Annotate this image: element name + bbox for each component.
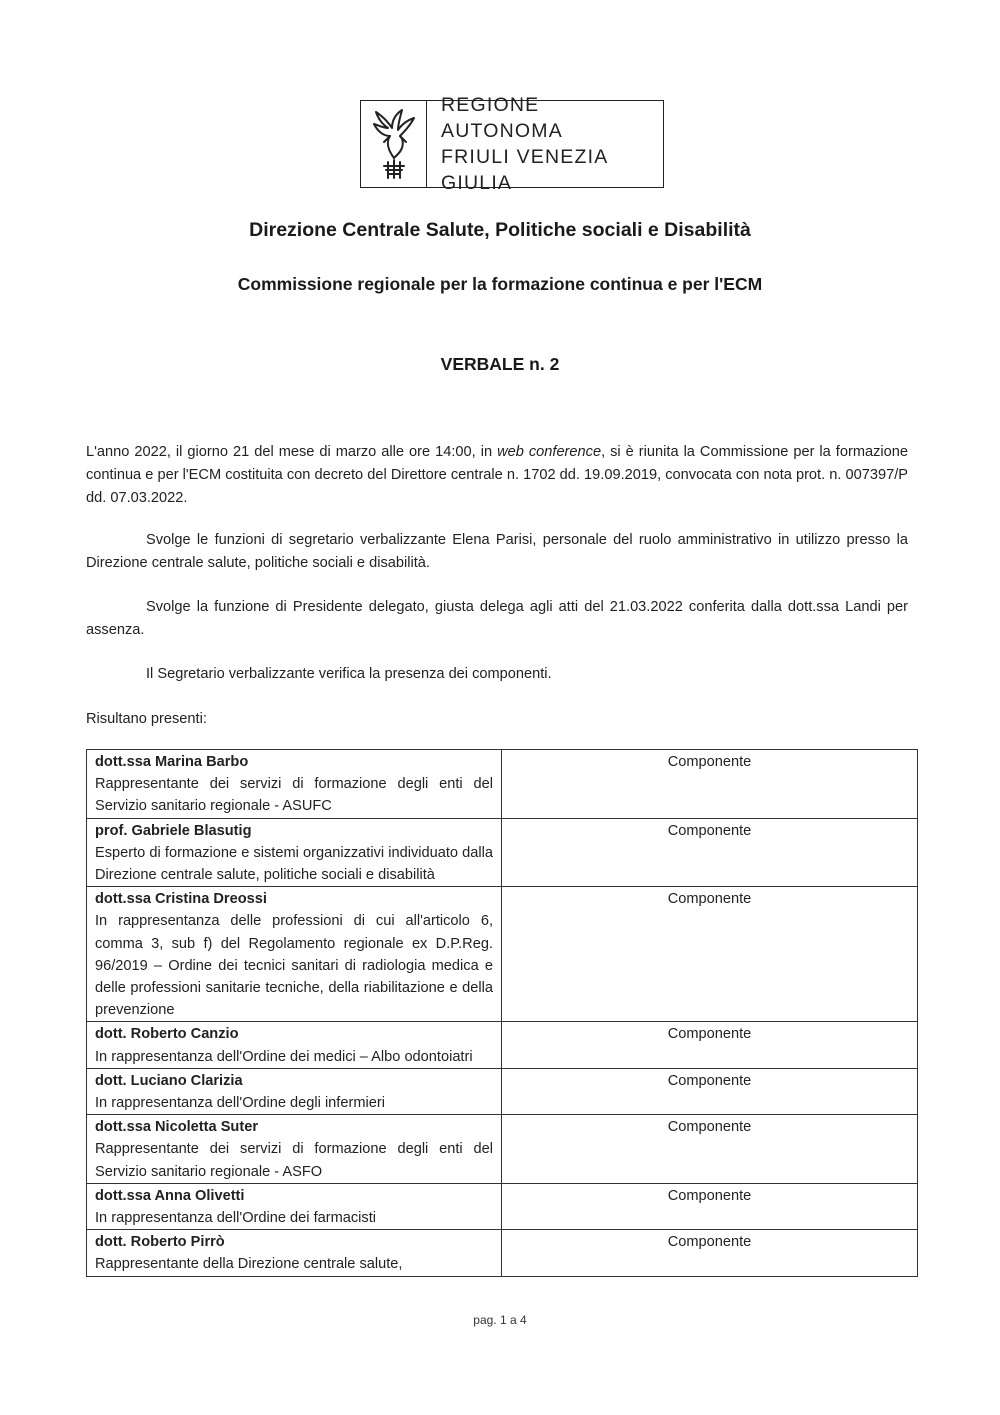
member-name: dott. Luciano Clarizia [95, 1072, 243, 1089]
member-name: prof. Gabriele Blasutig [95, 822, 252, 839]
page-number: pag. 1 a 4 [473, 1313, 527, 1327]
intro-paragraph [86, 441, 908, 510]
member-cell [87, 1115, 502, 1184]
verifica-paragraph: Il Segretario verbalizzante verifica la presenza dei componenti. [146, 666, 552, 682]
regione-logo [360, 94, 664, 194]
member-cell [87, 750, 502, 819]
member-role: Componente [502, 887, 918, 1022]
verbale-title: VERBALE n. 2 [440, 354, 560, 374]
member-role: Componente [502, 1068, 918, 1114]
table-row [87, 1022, 918, 1068]
member-description: In rappresentanza dell'Ordine dei farmacisti [95, 1210, 377, 1227]
presidente-paragraph: Svolge la funzione di Presidente delegato, giusta delega agli atti del 21.03.2022 conferita dalla dott.ssa Landi per assenza. [86, 599, 908, 638]
member-cell [87, 1022, 502, 1068]
member-name: dott. Roberto Canzio [95, 1026, 239, 1043]
table-row [87, 1068, 918, 1114]
regione-name [427, 94, 663, 194]
member-cell [87, 1068, 502, 1114]
org-line1: REGIONE AUTONOMA [441, 94, 563, 142]
member-cell [87, 818, 502, 887]
member-name: dott.ssa Anna Olivetti [95, 1187, 245, 1204]
member-cell [87, 887, 502, 1022]
table-row [87, 1230, 918, 1276]
member-cell [87, 1230, 502, 1276]
member-role: Componente [502, 1183, 918, 1229]
org-line2: FRIULI VENEZIA GIULIA [441, 146, 608, 194]
member-name: dott.ssa Cristina Dreossi [95, 891, 267, 908]
member-role: Componente [502, 818, 918, 887]
table-row [87, 818, 918, 887]
member-description: In rappresentanza dell'Ordine dei medici – Albo odontoiatri [95, 1048, 473, 1065]
member-description: In rappresentanza dell'Ordine degli infermieri [95, 1095, 385, 1112]
member-role: Componente [502, 750, 918, 819]
member-description: Rappresentante dei servizi di formazione degli enti del Servizio sanitario regionale - ASFO [95, 1141, 493, 1180]
member-role: Componente [502, 1115, 918, 1184]
member-cell [87, 1183, 502, 1229]
direzione-title: Direzione Centrale Salute, Politiche sociali e Disabilità [249, 219, 751, 241]
table-row [87, 887, 918, 1022]
segretario-paragraph: Svolge le funzioni di segretario verbalizzante Elena Parisi, personale del ruolo amministrativo in utilizzo presso la Direzione centrale salute, politiche sociali e disabilità. [86, 532, 908, 571]
table-row [87, 750, 918, 819]
table-row [87, 1115, 918, 1184]
member-name: dott.ssa Marina Barbo [95, 754, 249, 770]
member-description: Rappresentante della Direzione centrale salute, [95, 1256, 403, 1273]
commissione-title: Commissione regionale per la formazione continua e per l'ECM [237, 274, 763, 294]
intro-text-a: L'anno 2022, il giorno 21 del mese di marzo alle ore 14:00, in [86, 444, 498, 460]
member-description: Rappresentante dei servizi di formazione degli enti del Servizio sanitario regionale - ASUFC [95, 776, 493, 815]
members-table [86, 749, 918, 1277]
member-role: Componente [502, 1022, 918, 1068]
eagle-emblem-icon [361, 101, 427, 187]
presenti-label: Risultano presenti: [86, 711, 207, 727]
table-row [87, 1183, 918, 1229]
member-description: Esperto di formazione e sistemi organizzativi individuato dalla Direzione centrale salute, politiche sociali e disabilità [95, 844, 493, 884]
intro-text-em: web conference [497, 444, 602, 460]
member-description: In rappresentanza delle professioni di cui all'articolo 6, comma 3, sub f) del Regolamento regionale ex D.P.Reg. 96/2019 – Ordine dei tecnici sanitari di radiologia medica e delle professioni sanitarie tecniche, della riabilitazione e della prevenzione [95, 913, 493, 1019]
member-name: dott.ssa Nicoletta Suter [95, 1119, 258, 1136]
member-name: dott. Roberto Pirrò [95, 1234, 225, 1251]
intro-text-b: , si è riunita la Commissione per la formazione continua e per l'ECM costituita con decreto del Direttore centrale n. 1702 dd. 19.09.2019, convocata con nota prot. n. 007397/P dd. 07.03.2022. [86, 444, 908, 506]
member-role: Componente [502, 1230, 918, 1276]
